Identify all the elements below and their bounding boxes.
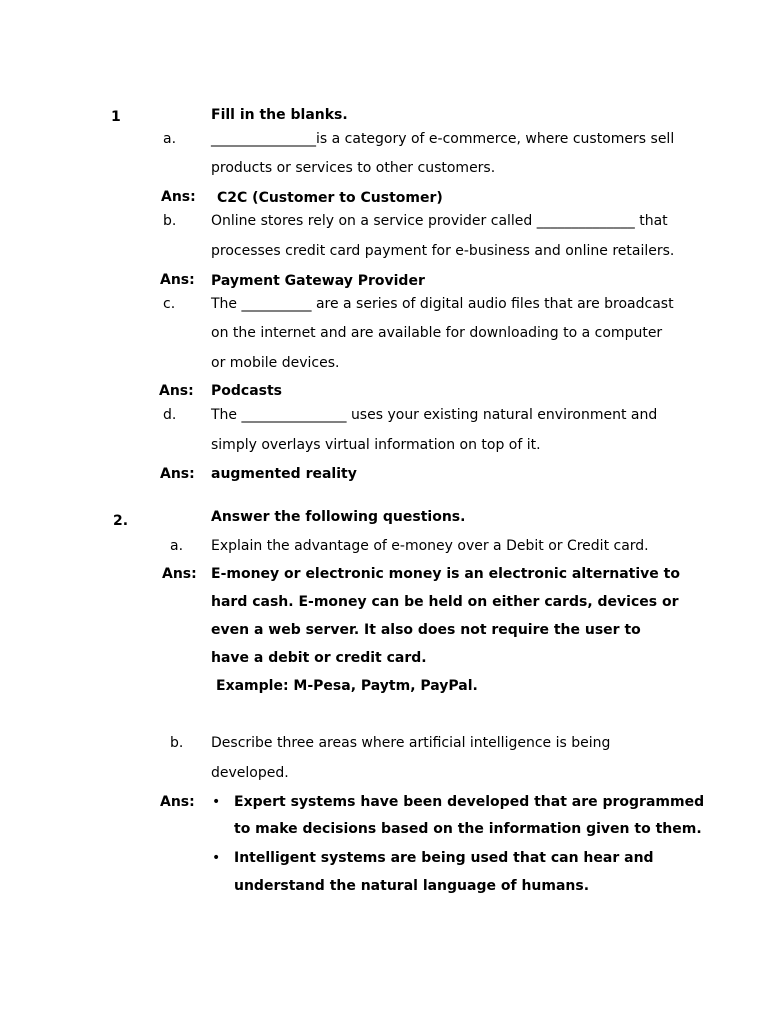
q2b-letter: b.: [170, 735, 184, 751]
question-2-number: 2.: [113, 513, 129, 529]
q1d-answer: augmented reality: [211, 466, 357, 482]
q1c-line-3: or mobile devices.: [211, 355, 340, 371]
q1d-line-1: The _______________ uses your existing natural environment and: [211, 407, 658, 423]
q2a-ans-label: Ans:: [162, 566, 197, 582]
q2a-answer-line: E-money or electronic money is an electronic alternative to: [211, 566, 680, 582]
q1a-letter: a.: [163, 131, 177, 147]
q1d-ans-label: Ans:: [160, 466, 195, 482]
q2a-answer-line: even a web server. It also does not require the user to: [211, 622, 641, 638]
q2b-bullet-1-line-2: to make decisions based on the information given to them.: [234, 821, 702, 837]
q2a-letter: a.: [170, 538, 184, 554]
q1c-line-1: The __________ are a series of digital audio files that are broadcast: [211, 296, 674, 312]
q1b-line-1: Online stores rely on a service provider called ______________ that: [211, 213, 668, 229]
q2b-question-line-1: Describe three areas where artificial intelligence is being: [211, 735, 611, 751]
q1c-answer: Podcasts: [211, 383, 283, 399]
q1b-line-2: processes credit card payment for e-business and online retailers.: [211, 243, 675, 259]
q2a-example: Example: M-Pesa, Paytm, PayPal.: [216, 678, 478, 694]
question-2-heading: Answer the following questions.: [211, 509, 466, 525]
q1b-letter: b.: [163, 213, 177, 229]
q2a-answer-line: have a debit or credit card.: [211, 650, 427, 666]
question-1-heading: Fill in the blanks.: [211, 107, 348, 123]
q1a-line-1: _______________is a category of e-commerce, where customers sell: [211, 131, 675, 147]
q2b-ans-label: Ans:: [160, 794, 195, 810]
q1b-answer: Payment Gateway Provider: [211, 273, 425, 289]
question-1-number: 1: [111, 109, 121, 125]
q2b-bullet-2-line-1: Intelligent systems are being used that can hear and: [234, 850, 654, 866]
q1a-line-2: products or services to other customers.: [211, 160, 496, 176]
q2a-question: Explain the advantage of e-money over a Debit or Credit card.: [211, 538, 649, 554]
q1a-ans-label: Ans:: [161, 189, 196, 205]
bullet-marker: •: [212, 850, 221, 866]
q1d-line-2: simply overlays virtual information on top of it.: [211, 437, 541, 453]
q1c-line-2: on the internet and are available for downloading to a computer: [211, 325, 663, 341]
bullet-marker: •: [212, 794, 221, 810]
q1c-ans-label: Ans:: [159, 383, 194, 399]
q1a-answer: C2C (Customer to Customer): [217, 190, 443, 206]
q2b-bullet-1-line-1: Expert systems have been developed that are programmed: [234, 794, 705, 810]
q2b-bullet-2-line-2: understand the natural language of humans.: [234, 878, 590, 894]
q1b-ans-label: Ans:: [160, 272, 195, 288]
q1c-letter: c.: [163, 296, 176, 312]
q2a-answer-line: hard cash. E-money can be held on either cards, devices or: [211, 594, 679, 610]
q2b-question-line-2: developed.: [211, 765, 289, 781]
q1d-letter: d.: [163, 407, 177, 423]
